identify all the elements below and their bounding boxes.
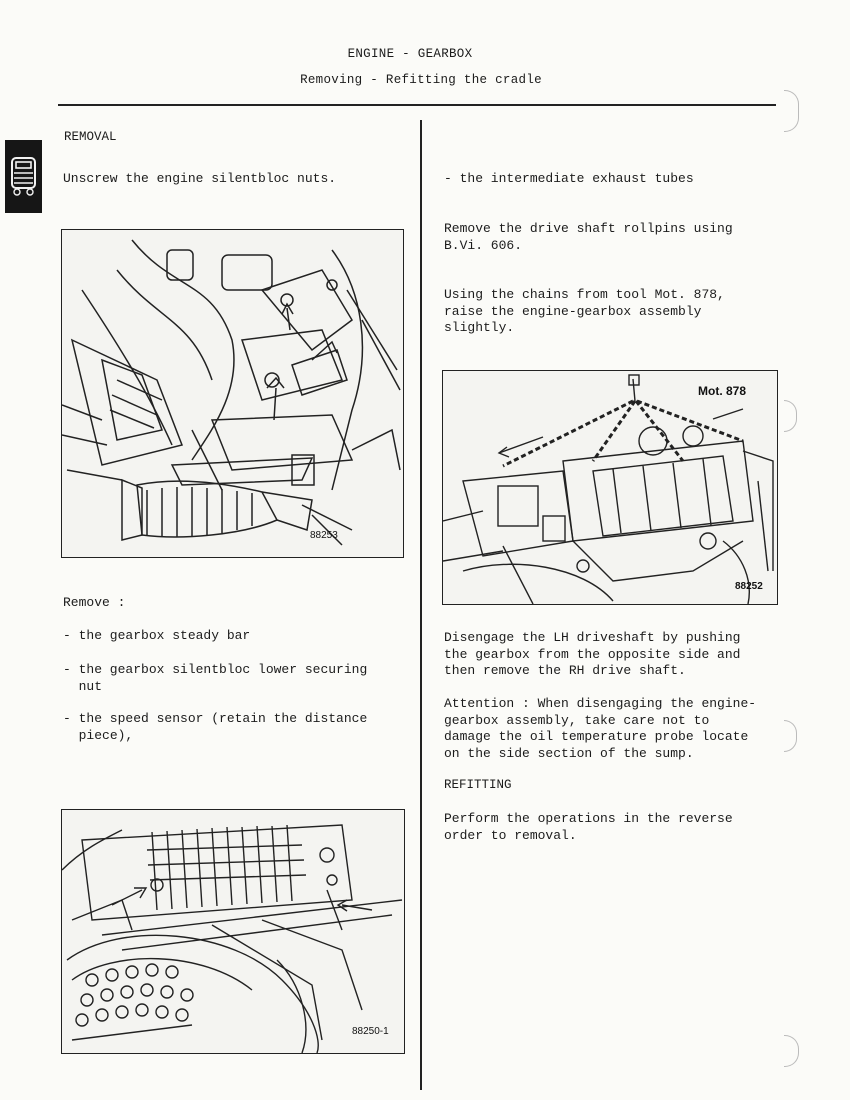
header-rule (58, 104, 776, 106)
remove-label: Remove : (63, 595, 126, 610)
figure-engine-silentbloc (61, 229, 404, 558)
attention-paragraph: Attention : When disengaging the engine- gearbox assembly, take care not to damage the oil temperature probe locate on the side section of the sump. (444, 696, 757, 761)
chains-paragraph: Using the chains from tool Mot. 878, raise the engine-gearbox assembly slightly. (444, 287, 725, 335)
page-edge-mark (784, 400, 797, 432)
engine-tab-icon (5, 140, 42, 213)
refitting-paragraph: Perform the operations in the reverse order to removal. (444, 811, 733, 843)
page-edge-mark (784, 90, 799, 132)
remove-item-silentbloc-nut: - the gearbox silentbloc lower securing nut (63, 662, 368, 694)
page-header-title: ENGINE - GEARBOX (347, 47, 473, 61)
removal-heading: REMOVAL (64, 130, 117, 144)
figure-number: 88252 (735, 581, 763, 592)
tool-label: Mot. 878 (698, 384, 747, 398)
figure-gearbox-speed-sensor (61, 809, 405, 1054)
lifting-chain-illustration (443, 371, 777, 604)
page-edge-mark (784, 1035, 799, 1067)
removal-intro: Unscrew the engine silentbloc nuts. (63, 171, 337, 186)
figure-number: 88250-1 (352, 1026, 389, 1037)
remove-item-steady-bar: - the gearbox steady bar (63, 628, 251, 643)
refitting-heading: REFITTING (444, 778, 512, 792)
rollpins-paragraph: Remove the drive shaft rollpins using B.Vi. 606. (444, 221, 733, 253)
engine-silentbloc-illustration (62, 230, 403, 557)
figure-number: 88253 (310, 530, 338, 541)
disengage-paragraph: Disengage the LH driveshaft by pushing the gearbox from the opposite side and then remove the RH drive shaft. (444, 630, 741, 678)
exhaust-tubes-item: - the intermediate exhaust tubes (444, 171, 694, 186)
page-header-subtitle: Removing - Refitting the cradle (300, 73, 542, 87)
page-edge-mark (784, 720, 797, 752)
gearbox-illustration (62, 810, 404, 1053)
figure-mot-878-lifting (442, 370, 778, 605)
column-divider (420, 120, 422, 1090)
remove-item-speed-sensor: - the speed sensor (retain the distance piece), (63, 711, 368, 743)
